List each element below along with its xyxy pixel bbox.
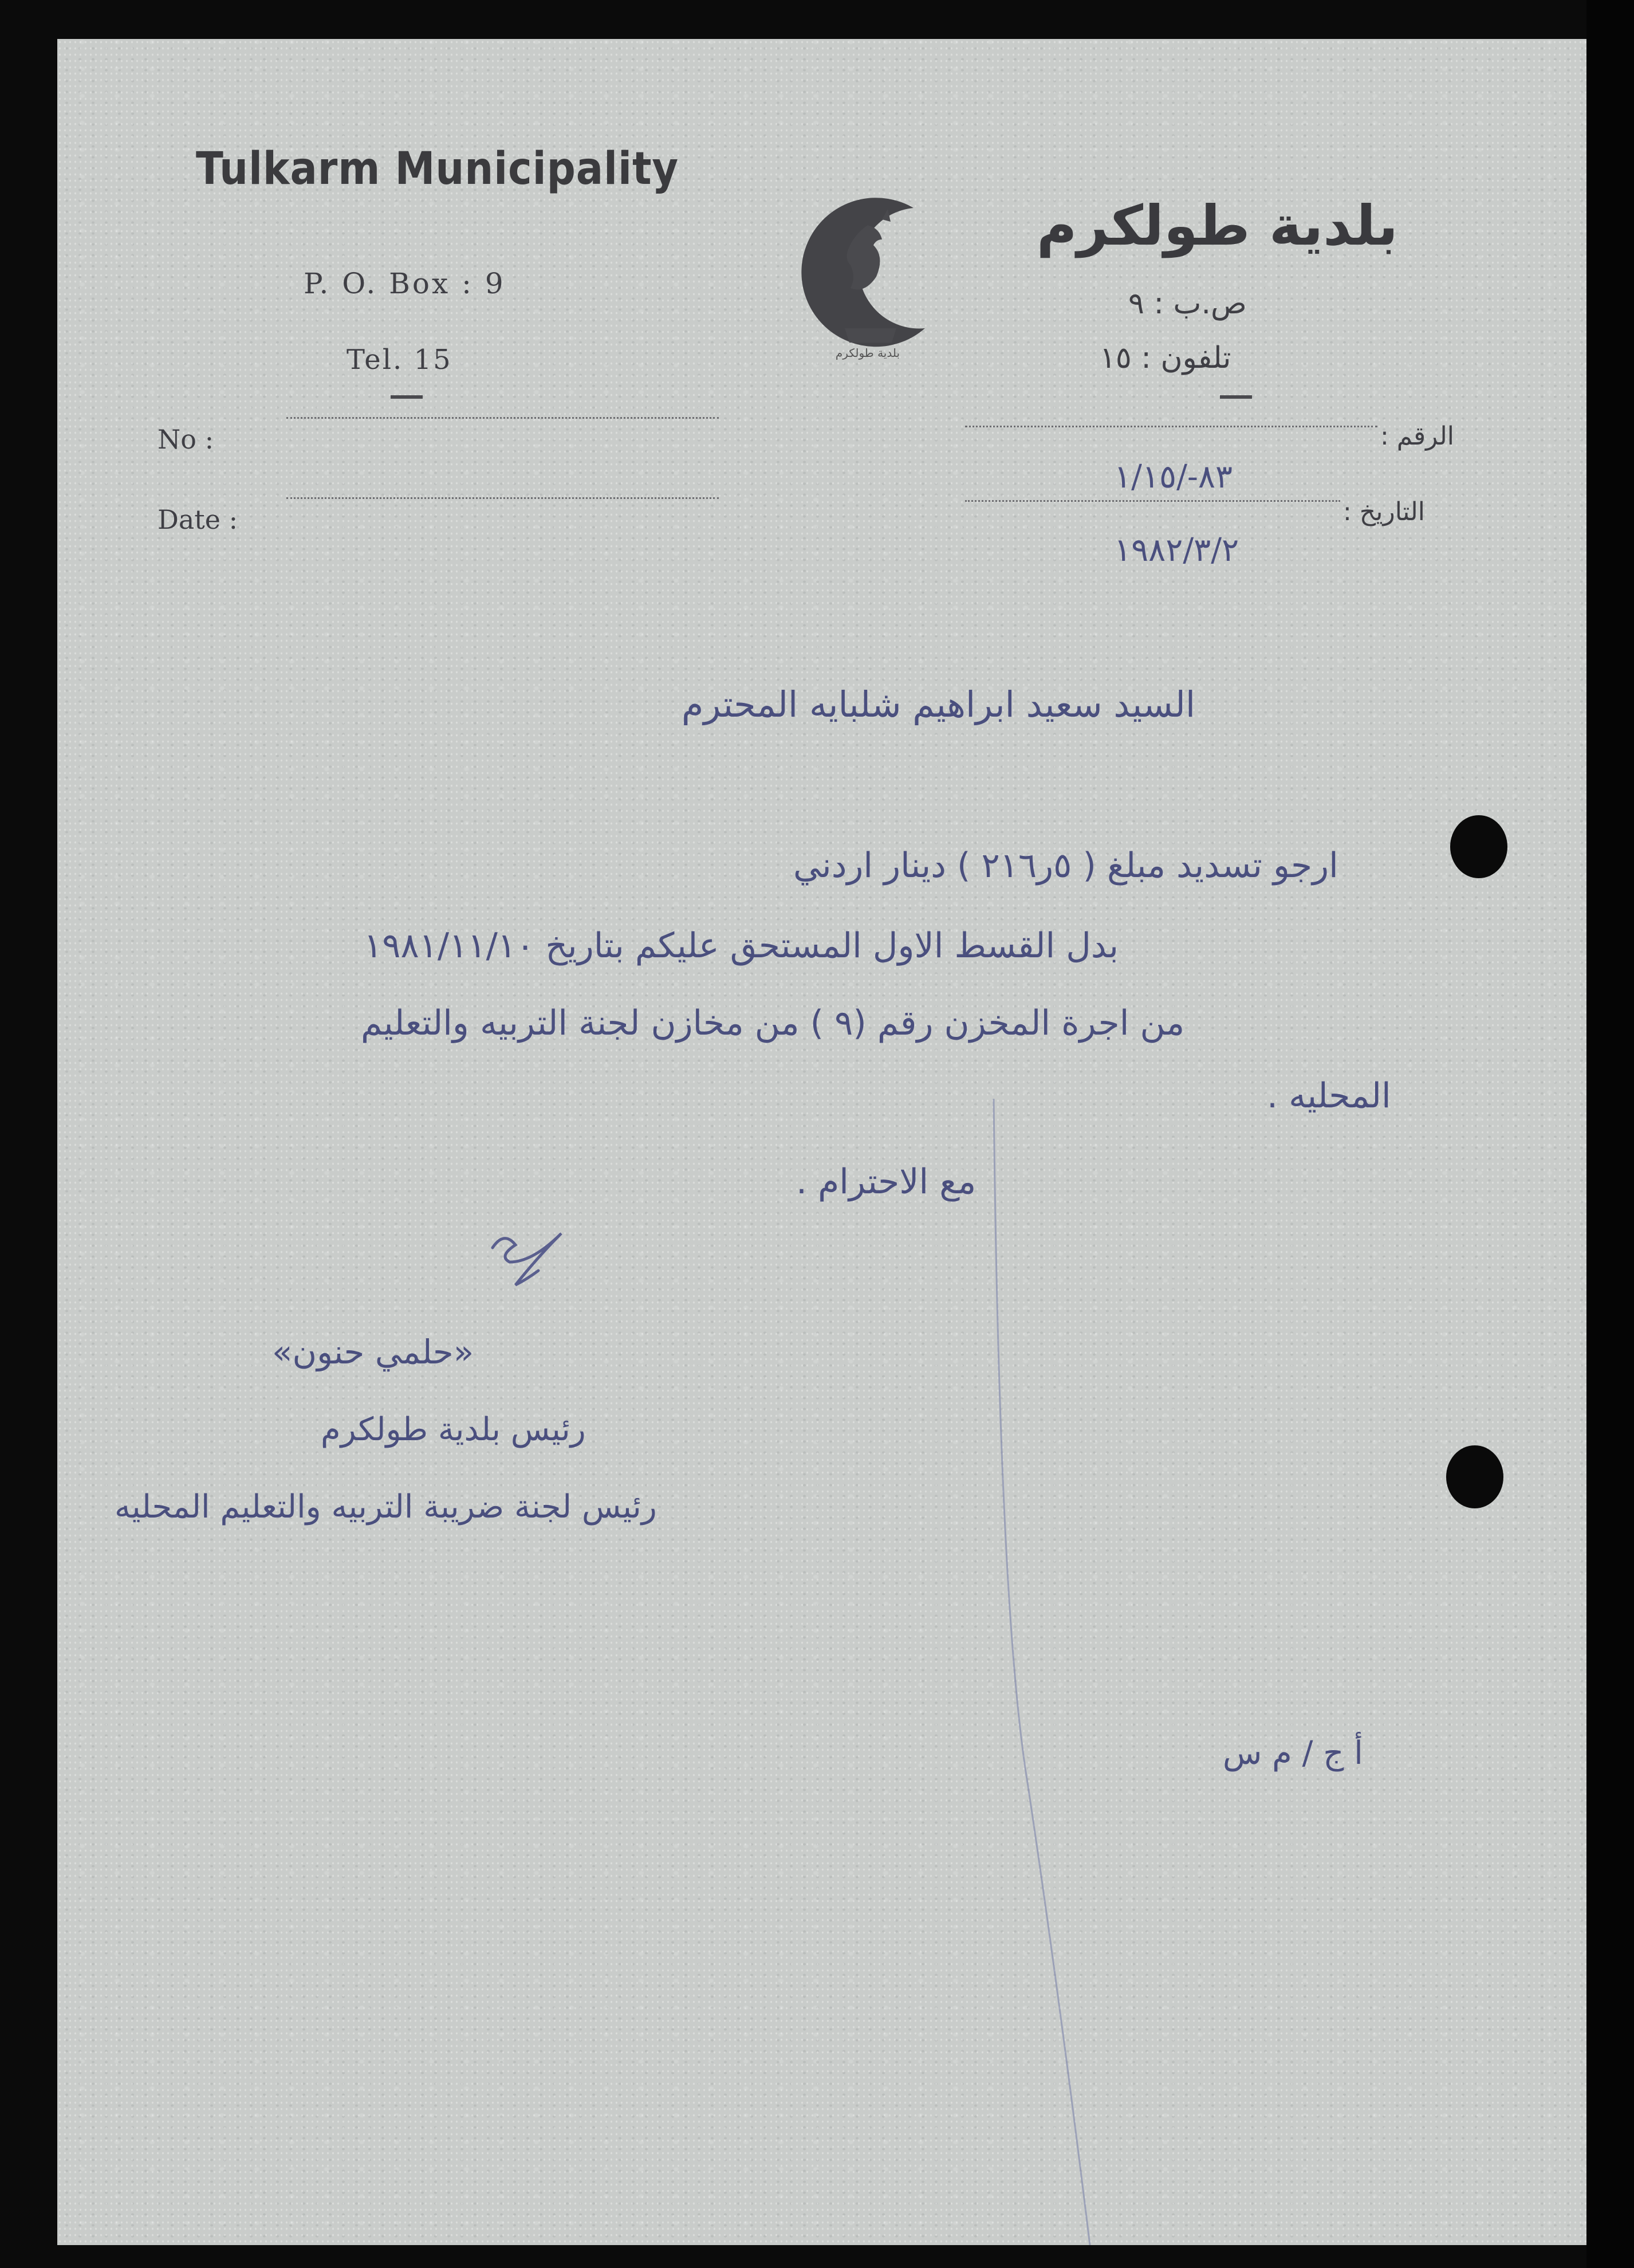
typist-reference: أ ج / م س (1223, 1735, 1363, 1772)
reference-number-value: ٨٣-/١/١٥ (1114, 458, 1233, 496)
body-line: المحليه . (1267, 1076, 1391, 1116)
pencil-line (991, 1099, 1105, 2245)
body-line: ارجو تسديد مبلغ ( ٥ر٢١٦ ) دينار اردني (793, 846, 1338, 886)
closing: مع الاحترام . (796, 1162, 977, 1202)
date-dotted-line-ar (965, 500, 1340, 502)
addressee: السيد سعيد ابراهيم شلبايه المحترم (682, 683, 1196, 725)
letterhead-pobox-ar: ص.ب : ٩ (1128, 286, 1247, 321)
signatory-name: «حلمي حنون» (272, 1333, 474, 1371)
date-label-en: Date : (158, 504, 238, 535)
body-line: بدل القسط الاول المستحق عليكم بتاريخ ١٩٨١/١١/١٠ (364, 926, 1119, 966)
letterhead-tel-en: Tel. 15 (347, 344, 452, 376)
date-label-ar: التاريخ : (1343, 497, 1426, 526)
punch-hole (1446, 1445, 1503, 1508)
logo-inscription: بلدية طولكرم (835, 346, 900, 360)
signatory-title: رئيس بلدية طولكرم (321, 1411, 586, 1448)
divider-ar (1220, 395, 1252, 399)
signatory-title-2: رئيس لجنة ضريبة التربيه والتعليم المحليه (115, 1488, 657, 1526)
handwritten-signature (475, 1225, 601, 1311)
date-dotted-line-en (286, 497, 719, 499)
punch-hole (1450, 815, 1507, 878)
divider-en (391, 395, 423, 399)
no-dotted-line-en (286, 417, 719, 419)
letterhead-name-en: Tulkarm Municipality (196, 143, 679, 195)
no-label-ar: الرقم : (1380, 422, 1455, 451)
body-line: من اجرة المخزن رقم (٩ ) من مخازن لجنة التربيه والتعليم (361, 1003, 1185, 1043)
letterhead-name-ar: بلدية طولكرم (1037, 194, 1398, 258)
no-label-en: No : (158, 424, 214, 455)
letter-paper (57, 39, 1586, 2245)
no-dotted-line-ar (965, 426, 1377, 427)
letterhead-pobox-en: P. O. Box : 9 (304, 267, 506, 300)
scan-edge (1586, 0, 1634, 2268)
municipality-logo-emblem (782, 185, 965, 368)
letterhead-tel-ar: تلفون : ١٥ (1100, 341, 1231, 375)
date-value: ١٩٨٢/٣/٢ (1114, 532, 1239, 569)
